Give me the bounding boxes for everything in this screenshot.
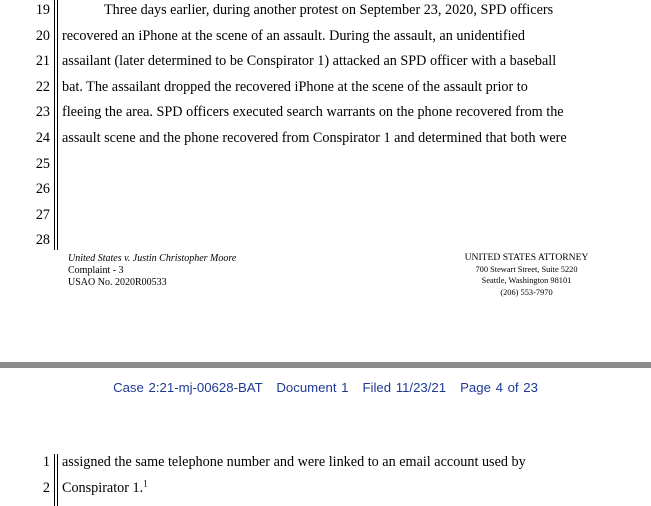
ecf-page-count: Page 4 of 23: [460, 380, 538, 395]
body-text-line: [62, 476, 148, 502]
complaint-page-4: [0, 368, 651, 506]
line-number: 25: [35, 155, 50, 172]
body-text-line: assigned the same telephone number and were linked to an email account used by: [62, 454, 526, 470]
footer-document-title: Complaint - 3: [68, 265, 124, 276]
footer-city-address: Seattle, Washington 98101: [481, 276, 572, 286]
line-number: 27: [35, 206, 50, 223]
margin-rule-left: [54, 0, 55, 250]
line-number: 22: [35, 78, 50, 95]
line-number: 26: [35, 181, 50, 198]
footnote-marker[interactable]: 1: [143, 477, 148, 488]
line-number: 23: [35, 104, 50, 121]
page-footer-right: [455, 252, 598, 298]
ecf-filed-date: Filed 11/23/21: [362, 380, 447, 395]
body-text-line: Three days earlier, during another protest on September 23, 2020, SPD officers: [104, 2, 554, 18]
footer-usao-number: USAO No. 2020R00533: [68, 277, 167, 288]
line-number: 20: [35, 27, 50, 44]
body-text-content: Conspirator 1.: [62, 479, 144, 496]
line-number: 21: [35, 53, 50, 70]
body-text-line: fleeing the area. SPD officers executed search warrants on the phone recovered from the: [62, 104, 564, 121]
body-text-line: recovered an iPhone at the scene of an assault. During the assault, an unidentified: [62, 27, 525, 44]
footer-phone: (206) 553-7970: [500, 287, 553, 297]
body-text-line: assault scene and the phone recovered from Conspirator 1 and determined that both were: [62, 130, 567, 146]
line-number: 24: [35, 130, 50, 146]
body-text-line: assailant (later determined to be Conspirator 1) attacked an SPD officer with a baseball: [62, 53, 557, 70]
margin-rule-left: [54, 454, 55, 506]
footer-office-name: UNITED STATES ATTORNEY: [464, 252, 589, 263]
line-number: 1: [42, 454, 50, 470]
body-text-line: bat. The assailant dropped the recovered iPhone at the scene of the assault prior to: [62, 78, 528, 95]
line-number: 19: [35, 2, 50, 18]
footer-street-address: 700 Stewart Street, Suite 5220: [475, 264, 578, 274]
ecf-filing-header: [0, 380, 651, 395]
line-number: 28: [35, 232, 50, 249]
margin-rule-right: [57, 454, 58, 506]
margin-rule-right: [57, 0, 58, 250]
line-number: 2: [42, 479, 50, 496]
footer-case-title: United States v. Justin Christopher Moore: [68, 253, 237, 264]
ecf-case-number: Case 2:21-mj-00628-BAT: [113, 380, 263, 395]
ecf-document-number: Document 1: [276, 380, 349, 395]
page-footer-left: [68, 253, 236, 289]
